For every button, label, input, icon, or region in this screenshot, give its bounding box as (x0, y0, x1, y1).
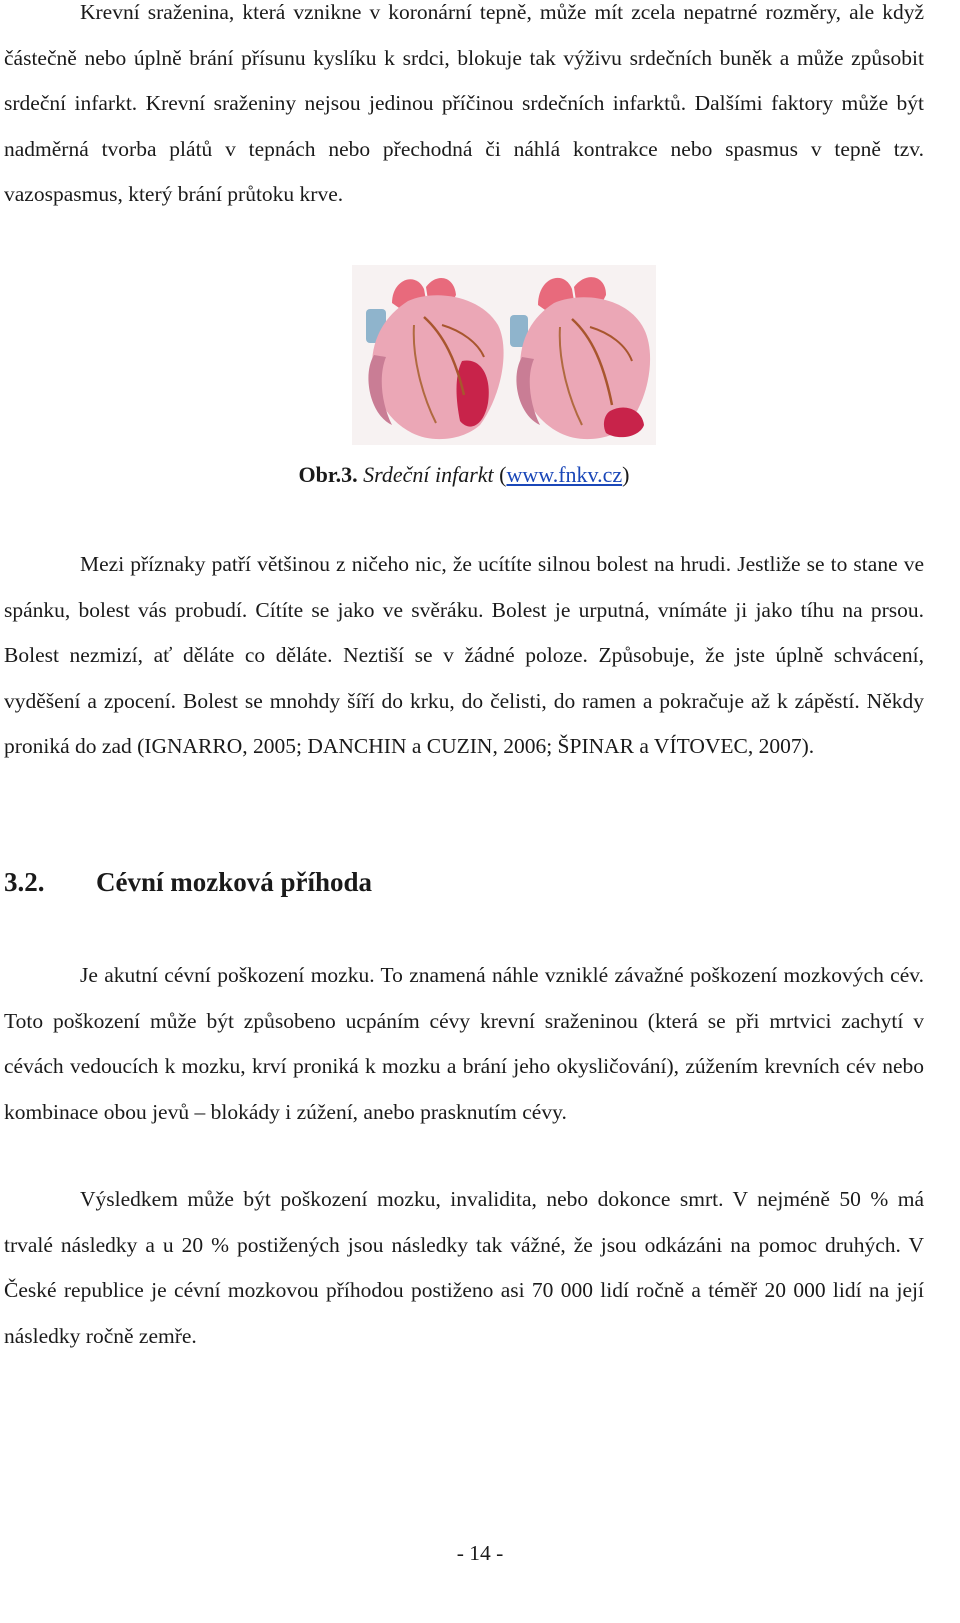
source-link[interactable]: www.fnkv.cz (506, 462, 623, 487)
heart-infarct-illustration (352, 265, 656, 445)
section-number: 3.2. (4, 867, 45, 897)
figure-title: Srdeční infarkt (363, 462, 494, 487)
paragraph-stroke-consequences: Výsledkem může být poškození mozku, invalidita, nebo dokonce smrt. V nejméně 50 % má trvalé následky a u 20 % postižených jsou následky tak vážné, že jsou odkázáni na pomoc druhých. V České republice je cévní mozkovou příhodou postiženo asi 70 000 lidí ročně a téměř 20 000 lidí na její následky ročně zemře. (4, 1187, 924, 1348)
caption-paren-open: ( (499, 462, 507, 487)
paragraph-heart-clot: Krevní sraženina, která vznikne v koronární tepně, může mít zcela nepatrné rozměry, ale když částečně nebo úplně brání přísunu kyslíku k srdci, blokuje tak výživu srdečních buněk a může způsobit srdeční infarkt. Krevní sraženiny nejsou jedinou příčinou srdečních infarktů. Dalšími faktory může být nadměrná tvorba plátů v tepnách nebo přechodná či náhlá kontrakce nebo spasmus v tepně tzv. vazospasmus, který brání průtoku krve. (4, 0, 924, 206)
paragraph-symptoms: Mezi příznaky patří většinou z ničeho nic, že ucítíte silnou bolest na hrudi. Jestliže se to stane ve spánku, bolest vás probudí. Cítíte se jako ve svěráku. Bolest je urputná, vnímáte ji jako tíhu na prsou. Bolest nezmizí, ať děláte co děláte. Neztiší se v žádné poloze. Způsobuje, že jste úplně schvácení, vyděšení a zpocení. Bolest se mnohdy šíří do krku, do čelisti, do ramen a pokračuje až k zápěstí. Někdy proniká do zad (IGNARRO, 2005; DANCHIN a CUZIN, 2006; ŠPINAR a VÍTOVEC, 2007). (4, 552, 924, 758)
hearts-image (352, 265, 656, 445)
caption-paren-close: ) (622, 462, 630, 487)
figure-label: Obr.3. (298, 462, 358, 487)
page-number: - 14 - (456, 1541, 504, 1565)
paragraph-stroke-definition: Je akutní cévní poškození mozku. To znamená náhle vzniklé závažné poškození mozkových cév. Toto poškození může být způsobeno ucpáním cévy krevní sraženinou (která se při mrtvici zachytí v cévách vedoucích k mozku, krví proniká k mozku a brání jeho okysličování), zúžením krevních cév nebo kombinace obou jevů – blokády i zúžení, anebo prasknutím cévy. (4, 963, 924, 1124)
section-heading (4, 860, 372, 904)
figure-caption (4, 455, 924, 495)
section-title: Cévní mozková příhoda (96, 867, 373, 897)
